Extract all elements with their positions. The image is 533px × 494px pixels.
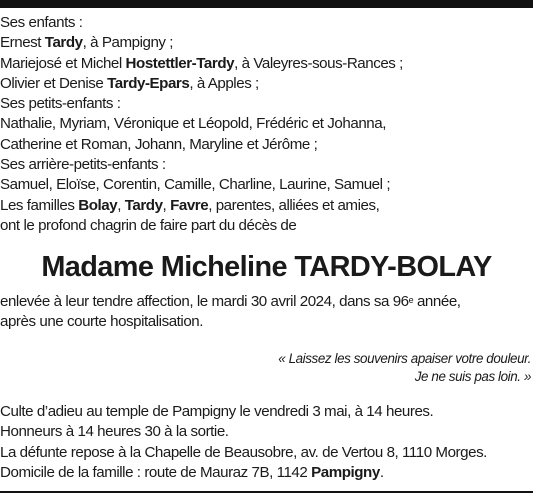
- children-heading-text: Ses enfants :: [0, 14, 83, 31]
- family-home-place: Pampigny: [311, 463, 380, 481]
- ordinal-superscript: e: [408, 295, 414, 305]
- top-border-rule: [0, 0, 533, 8]
- grandchildren-line1-text: Nathalie, Myriam, Véronique et Léopold, Frédéric et Johanna,: [0, 115, 386, 133]
- announcement-text: ont le profond chagrin de faire part du décès de: [0, 216, 297, 234]
- families-suffix: , parentes, alliées et amies,: [208, 196, 380, 214]
- notice-line1-end: année,: [413, 293, 461, 310]
- child2-place: , à Valeyres-sous-Rances ;: [234, 54, 403, 72]
- child-line-3: [0, 74, 531, 94]
- grandchildren-line-2: [0, 135, 531, 155]
- child1-place: , à Pampigny ;: [82, 34, 174, 52]
- family-name-bolay: Bolay: [78, 196, 118, 214]
- great-grandchildren-heading: [0, 155, 531, 175]
- child1-surname: Tardy: [44, 34, 83, 52]
- grandchildren-line-1: [0, 114, 531, 134]
- great-grandchildren-line-text: Samuel, Eloïse, Corentin, Camille, Charline, Laurine, Samuel ;: [0, 176, 391, 194]
- grandchildren-heading: [0, 94, 531, 114]
- families-prefix: Les familles: [0, 196, 79, 214]
- ceremony-line-2: [0, 422, 531, 442]
- death-notice: [0, 292, 533, 333]
- family-list: [0, 13, 533, 236]
- family-name-tardy: Tardy: [124, 196, 163, 214]
- grandchildren-line2-text: Catherine et Roman, Johann, Maryline et Jérôme ;: [0, 135, 318, 153]
- ceremony-line-1: [0, 402, 531, 422]
- memorial-quote: [278, 350, 531, 386]
- ceremony-line4-suffix: .: [379, 463, 384, 481]
- children-heading: [0, 13, 531, 33]
- notice-line-1: [0, 292, 531, 312]
- families-sep-2: ,: [162, 196, 171, 214]
- great-grandchildren-heading-text: Ses arrière-petits-enfants :: [0, 156, 166, 174]
- child3-place: , à Apples ;: [189, 74, 259, 92]
- notice-line-2: [0, 312, 531, 332]
- ceremony-line2-text: Honneurs à 14 heures 30 à la sortie.: [0, 423, 229, 441]
- great-grandchildren-line: [0, 175, 531, 195]
- child3-first: Olivier et Denise: [0, 74, 108, 92]
- child-line-1: [0, 33, 531, 53]
- ceremony-details: [0, 402, 533, 483]
- ceremony-line1-text: Culte d’adieu au temple de Pampigny le vendredi 3 mai, à 14 heures.: [0, 403, 434, 420]
- child-line-2: [0, 54, 531, 74]
- family-name-favre: Favre: [170, 196, 209, 214]
- quote-line-1: « Laissez les souvenirs apaiser votre douleur.: [278, 351, 531, 366]
- child1-first: Ernest: [0, 34, 45, 52]
- announcement-line: [0, 216, 531, 236]
- grandchildren-heading-text: Ses petits-enfants :: [0, 95, 121, 113]
- notice-line2-text: après une courte hospitalisation.: [0, 313, 204, 331]
- quote-line-2: Je ne suis pas loin. »: [414, 369, 531, 384]
- ceremony-line-4: [0, 463, 531, 483]
- child2-first: Mariejosé et Michel: [0, 54, 126, 72]
- ceremony-line3-text: La défunte repose à la Chapelle de Beausobre, av. de Vertou 8, 1110 Morges.: [0, 443, 487, 461]
- notice-line1-start: enlevée à leur tendre affection, le mardi 30 avril 2024, dans sa 96: [0, 293, 409, 310]
- deceased-name: Madame Micheline TARDY-BOLAY: [41, 251, 492, 283]
- families-sep-1: ,: [117, 196, 125, 214]
- child3-surname: Tardy-Epars: [107, 74, 190, 92]
- ceremony-line-3: [0, 443, 531, 463]
- bottom-border-rule: [0, 491, 533, 493]
- ceremony-line4-prefix: Domicile de la famille : route de Mauraz 7B, 1142: [0, 463, 312, 481]
- child2-surname: Hostettler-Tardy: [125, 54, 235, 72]
- families-line: [0, 196, 531, 216]
